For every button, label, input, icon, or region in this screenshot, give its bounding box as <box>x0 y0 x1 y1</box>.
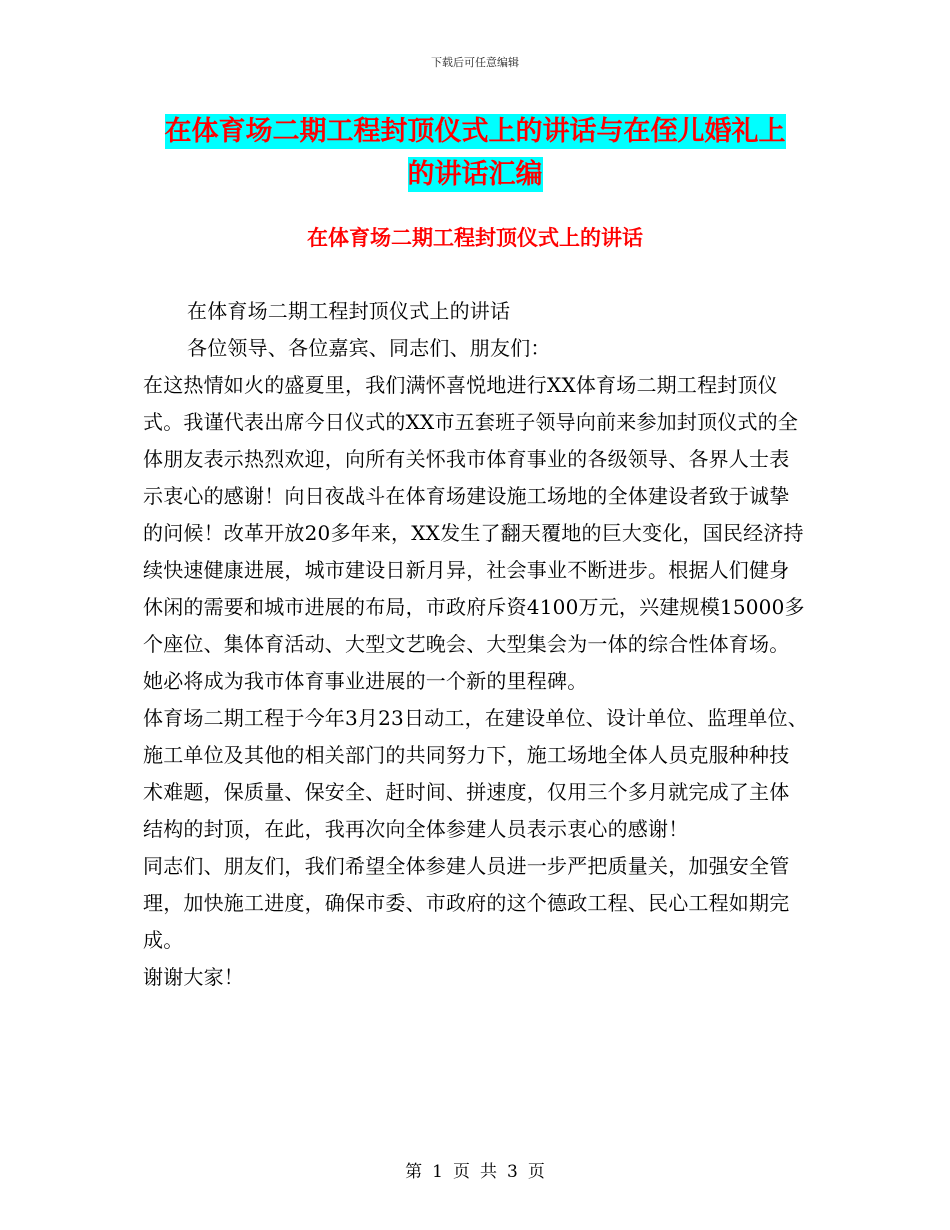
speech-paragraph-3: 同志们、朋友们，我们希望全体参建人员进一步严把质量关，加强安全管理，加快施工进度，确保市委、市政府的这个德政工程、民心工程如期完成。 <box>143 854 790 952</box>
speech-body <box>143 293 808 996</box>
footer-total-prefix: 共 <box>480 1162 497 1182</box>
speech-paragraph-2: 体育场二期工程于今年3月23日动工，在建设单位、设计单位、监理单位、施工单位及其他的相关部门的共同努力下，施工场地全体人员克服种种技术难题，保质量、保安全、赶时间、拼速度，仅用三个多月就完成了主体结构的封顶，在此，我再次向全体参建人员表示衷心的感谢！ <box>143 706 808 841</box>
speech-salutation: 各位领导、各位嘉宾、同志们、朋友们： <box>187 336 551 360</box>
footer-page-word: 页 <box>453 1162 470 1182</box>
speech-closing: 谢谢大家！ <box>143 965 244 989</box>
page-footer <box>0 1157 950 1182</box>
speech-paragraph-1: 在这热情如火的盛夏里，我们满怀喜悦地进行XX体育场二期工程封顶仪式。我谨代表出席今日仪式的XX市五套班子领导向前来参加封顶仪式的全体朋友表示热烈欢迎，向所有关怀我市体育事业的各级领导、各界人士表示衷心的感谢！向日夜战斗在体育场建设施工场地的全体建设者致于诚挚的问候！改革开放20多年来，XX发生了翻天覆地的巨大变化，国民经济持续快速健康进展，城市建设日新月异，社会事业不断进步。根据人们健身休闲的需要和城市进展的布局，市政府斥资4100万元，兴建规模15000多个座位、集体育活动、大型文艺晚会、大型集会为一体的综合性体育场。她必将成为我市体育事业进展的一个新的里程碑。 <box>143 373 805 693</box>
footer-suffix: 页 <box>527 1162 545 1182</box>
header-note: 下载后可任意编辑 <box>431 56 519 69</box>
total-page-count: 3 <box>507 1162 518 1182</box>
section-title: 在体育场二期工程封顶仪式上的讲话 <box>307 226 643 250</box>
footer-prefix: 第 <box>405 1162 423 1182</box>
document-title-line-2: 的讲话汇编 <box>407 159 543 190</box>
current-page-number: 1 <box>432 1162 443 1182</box>
document-title-line-1: 在体育场二期工程封顶仪式上的讲话与在侄儿婚礼上 <box>164 116 786 147</box>
speech-subtitle: 在体育场二期工程封顶仪式上的讲话 <box>187 299 511 323</box>
document-title <box>0 110 950 196</box>
